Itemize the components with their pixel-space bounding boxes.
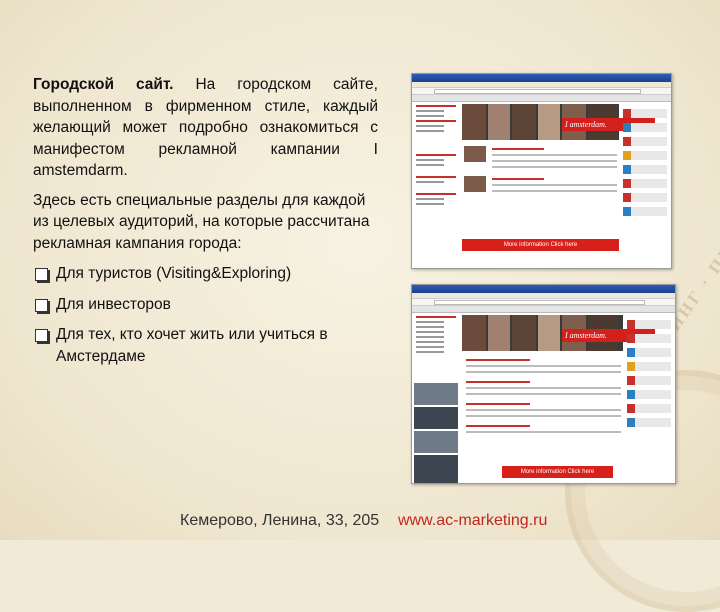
site-sidebar xyxy=(412,102,460,269)
site-banner xyxy=(462,104,619,140)
site-right-column xyxy=(621,104,669,269)
footer-url[interactable]: www.ac-marketing.ru xyxy=(398,512,548,529)
square-bullet-icon xyxy=(35,299,48,312)
square-bullet-icon xyxy=(35,268,48,281)
bullet-label: Для тех, кто хочет жить или учиться в Амстердаме xyxy=(56,326,328,365)
bullet-item xyxy=(33,263,378,285)
bullet-item xyxy=(33,294,378,316)
site-photos xyxy=(412,381,460,484)
more-info-banner: More information Click here xyxy=(462,239,619,251)
browser-tabbar xyxy=(412,95,671,102)
paragraph-sections: Здесь есть специальные разделы для каждой из целевых аудиторий, на которые рассчитана рекламная кампания города: xyxy=(33,191,370,252)
bullet-label: Для инвесторов xyxy=(56,295,171,313)
site-content xyxy=(462,144,619,269)
website-screenshot-1 xyxy=(411,73,672,269)
site-content xyxy=(462,355,623,484)
browser-titlebar xyxy=(412,74,671,82)
site-right-column xyxy=(625,315,673,484)
browser-tabbar xyxy=(412,306,675,313)
slide-text xyxy=(33,74,378,376)
browser-address-bar xyxy=(412,88,671,95)
site-page xyxy=(412,102,671,269)
paragraph-body: На городском сайте, выполненном в фирменном стиле, каждый желающий может подробно ознакомиться с манифестом рекламной кампании I amstemdarm. xyxy=(33,76,378,179)
square-bullet-icon xyxy=(35,329,48,342)
browser-titlebar xyxy=(412,285,675,293)
bullet-item xyxy=(33,324,378,367)
iamsterdam-banner-text: I amsterdam. xyxy=(562,329,655,342)
website-screenshot-2 xyxy=(411,284,676,484)
browser-address-bar xyxy=(412,299,675,306)
paragraph-city-site xyxy=(33,74,378,182)
bullet-label: Для туристов (Visiting&Exploring) xyxy=(56,265,292,282)
footer-address: Кемерово, Ленина, 33, 205 xyxy=(180,512,380,529)
iamsterdam-banner-text: I amsterdam. xyxy=(562,118,655,131)
site-page xyxy=(412,313,675,484)
paragraph-lead: Городской сайт. xyxy=(33,76,174,93)
more-info-banner: More information Click here xyxy=(502,466,613,478)
site-banner xyxy=(462,315,623,351)
